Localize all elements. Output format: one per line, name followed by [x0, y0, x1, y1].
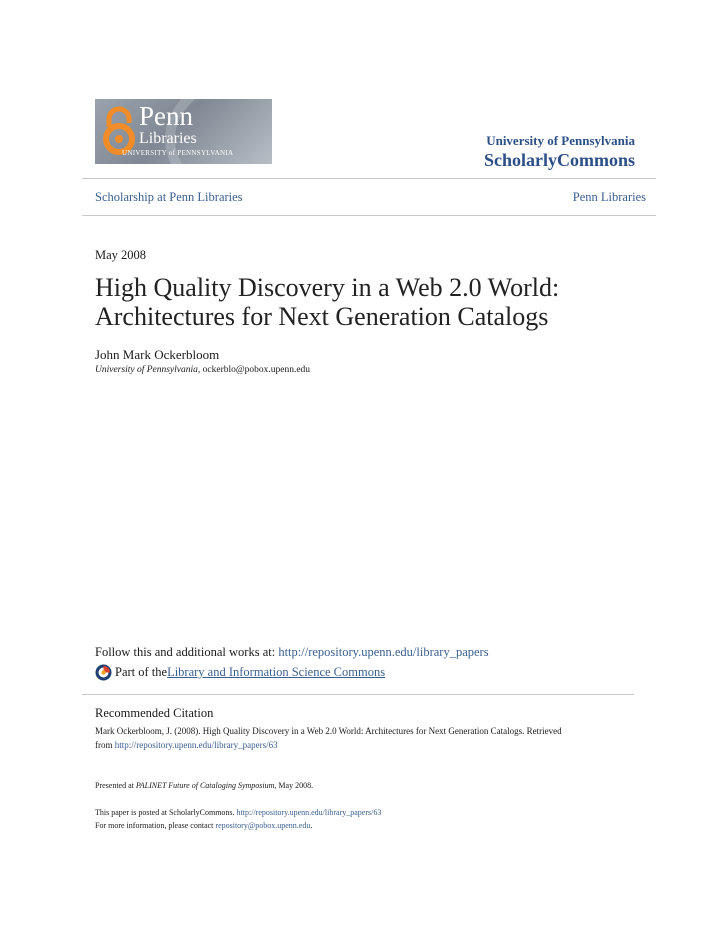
citation-from-prefix: from [95, 740, 115, 750]
posted-line [95, 806, 381, 819]
citation-from-line [95, 738, 625, 752]
header-divider [82, 178, 656, 179]
follow-url-link[interactable]: http://repository.upenn.edu/library_papers [278, 645, 489, 659]
affiliation-separator: , [197, 365, 203, 375]
publication-date: May 2008 [95, 248, 147, 262]
commons-network-icon [95, 664, 112, 681]
affiliation-institution: University of Pennsylvania [95, 365, 198, 375]
contact-email-link[interactable]: repository@pobox.upenn.edu [215, 821, 311, 830]
contact-line [95, 819, 381, 832]
follow-prefix: Follow this and additional works at: [95, 645, 279, 659]
repository-institution: University of Pennsylvania [486, 133, 635, 148]
nav-divider [82, 215, 656, 216]
presented-suffix: , May 2008. [274, 781, 314, 790]
library-science-commons-link[interactable]: Library and Information Science Commons [167, 665, 386, 679]
presented-venue: PALINET Future of Cataloging Symposium [135, 781, 275, 790]
citation-text [95, 724, 625, 752]
part-of-line [95, 664, 385, 681]
logo-penn-text: Penn [139, 101, 193, 131]
author-name: John Mark Ockerbloom [95, 347, 220, 362]
author-affiliation [95, 365, 310, 375]
repository-name: ScholarlyCommons [483, 150, 635, 170]
posted-info [95, 806, 381, 832]
posted-prefix: This paper is posted at ScholarlyCommons. [95, 808, 237, 817]
follow-line [95, 645, 489, 660]
paper-title [95, 273, 615, 331]
contact-suffix: . [310, 821, 313, 830]
posted-url-link[interactable]: http://repository.upenn.edu/library_papers/63 [236, 808, 382, 817]
presented-prefix: Presented at [95, 781, 136, 790]
part-of-prefix: Part of the [115, 665, 168, 679]
presented-at-line [95, 781, 313, 790]
title-line-2: Architectures for Next Generation Catalogs [95, 302, 549, 331]
penn-libraries-logo[interactable] [95, 99, 272, 164]
logo-university-text: UNIVERSITY of PENNSYLVANIA [122, 149, 234, 157]
contact-prefix: For more information, please contact [95, 821, 216, 830]
repository-header[interactable] [484, 133, 635, 171]
scholarship-link[interactable]: Scholarship at Penn Libraries [95, 190, 243, 204]
title-line-1: High Quality Discovery in a Web 2.0 World: [95, 273, 560, 302]
citation-url-link[interactable]: http://repository.upenn.edu/library_papers/63 [114, 740, 278, 750]
recommended-citation-heading: Recommended Citation [95, 706, 214, 720]
citation-divider [82, 694, 634, 695]
penn-libraries-link[interactable]: Penn Libraries [572, 190, 646, 204]
logo-libraries-text: Libraries [139, 130, 197, 147]
citation-body: Mark Ockerbloom, J. (2008). High Quality Discovery in a Web 2.0 World: Architectures for Next Generation Catalogs. Retrieved [95, 726, 562, 736]
author-email: ockerblo@pobox.upenn.edu [202, 365, 311, 375]
